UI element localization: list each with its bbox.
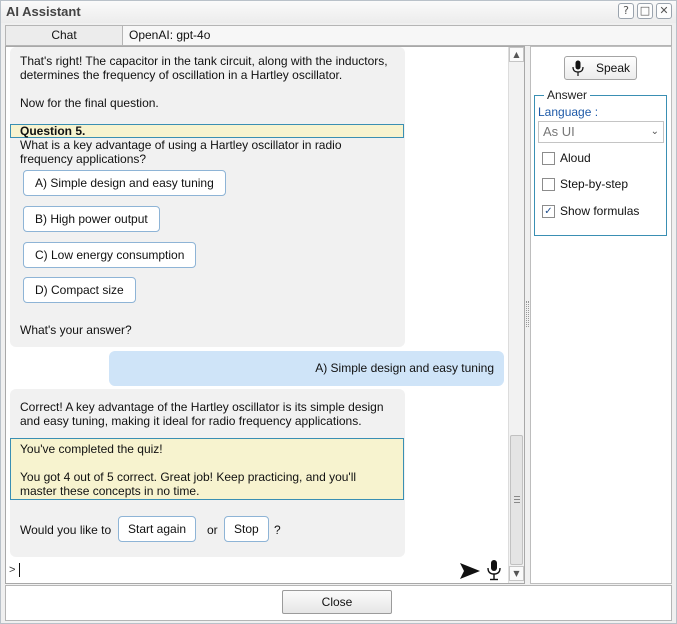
send-icon[interactable] [459,561,481,581]
question-text: frequency applications? [20,152,147,166]
quiz-result-box [10,438,404,500]
scroll-up-icon[interactable]: ▲ [509,47,524,62]
assistant-message [10,47,405,347]
tab-bar [5,25,672,46]
answer-option-b[interactable]: B) High power output [23,206,160,232]
help-icon[interactable]: ? [618,3,634,19]
result-text: master these concepts in no time. [20,484,200,498]
message-text: Correct! A key advantage of the Hartley oscillator is its simple design [20,400,384,414]
chevron-down-icon: ⌄ [650,126,659,137]
aloud-checkbox[interactable] [542,152,555,165]
title-bar [1,1,676,23]
model-indicator: OpenAI: gpt-4o [129,28,211,42]
question-highlight [10,124,404,138]
microphone-icon [572,60,584,77]
answer-option-a[interactable]: A) Simple design and easy tuning [23,170,226,196]
text-caret [19,563,20,577]
message-text: ? [274,523,281,537]
splitter-grip [526,301,529,327]
stop-button[interactable]: Stop [224,516,269,542]
microphone-icon[interactable] [486,559,502,581]
question-title: Question 5. [20,124,86,138]
message-text: or [207,523,218,537]
aloud-label: Aloud [560,151,591,165]
grip-line [514,496,520,497]
result-text: You've completed the quiz! [20,442,163,456]
answer-option-d[interactable]: D) Compact size [23,277,136,303]
show-formulas-checkbox[interactable]: ✓ [542,205,555,218]
result-text: You got 4 out of 5 correct. Great job! Keep practicing, and you'll [20,470,357,484]
assistant-message [10,389,405,557]
chat-input[interactable] [6,559,508,583]
question-text: What is a key advantage of using a Hartley oscillator in radio [20,138,342,152]
answer-group-legend: Answer [544,88,590,102]
chat-scrollbar[interactable] [508,47,524,583]
tab-chat[interactable]: Chat [6,26,123,45]
maximize-icon[interactable]: □ [637,3,653,19]
chat-panel [5,46,525,584]
start-again-button[interactable]: Start again [118,516,196,542]
window-title: AI Assistant [6,4,81,19]
message-text: and easy tuning, making it ideal for radio frequency applications. [20,414,362,428]
scroll-down-icon[interactable]: ▼ [509,566,524,581]
step-by-step-label: Step-by-step [560,177,629,191]
grip-line [514,502,520,503]
message-text: determines the frequency of oscillation in a Hartley oscillator. [20,68,343,82]
answer-option-c[interactable]: C) Low energy consumption [23,242,196,268]
scrollbar-thumb[interactable] [510,435,523,565]
options-panel [530,46,672,584]
user-message: A) Simple design and easy tuning [109,351,504,386]
answer-group [534,88,667,236]
grip-line [514,499,520,500]
language-value: As UI [543,124,575,139]
speak-button[interactable] [564,56,637,80]
close-button[interactable]: Close [282,590,392,614]
message-text: What's your answer? [20,323,132,337]
language-select[interactable] [538,121,664,143]
show-formulas-label: Show formulas [560,204,640,218]
dialog-footer [5,585,672,621]
message-text: That's right! The capacitor in the tank circuit, along with the inductors, [20,54,388,68]
step-by-step-checkbox[interactable] [542,178,555,191]
prompt-symbol: > [9,564,16,576]
chat-history [6,47,508,559]
message-text: Would you like to [20,523,112,537]
language-label: Language : [538,105,599,119]
message-text: Now for the final question. [20,96,159,110]
close-icon[interactable]: ✕ [656,3,672,19]
speak-label: Speak [596,61,631,75]
